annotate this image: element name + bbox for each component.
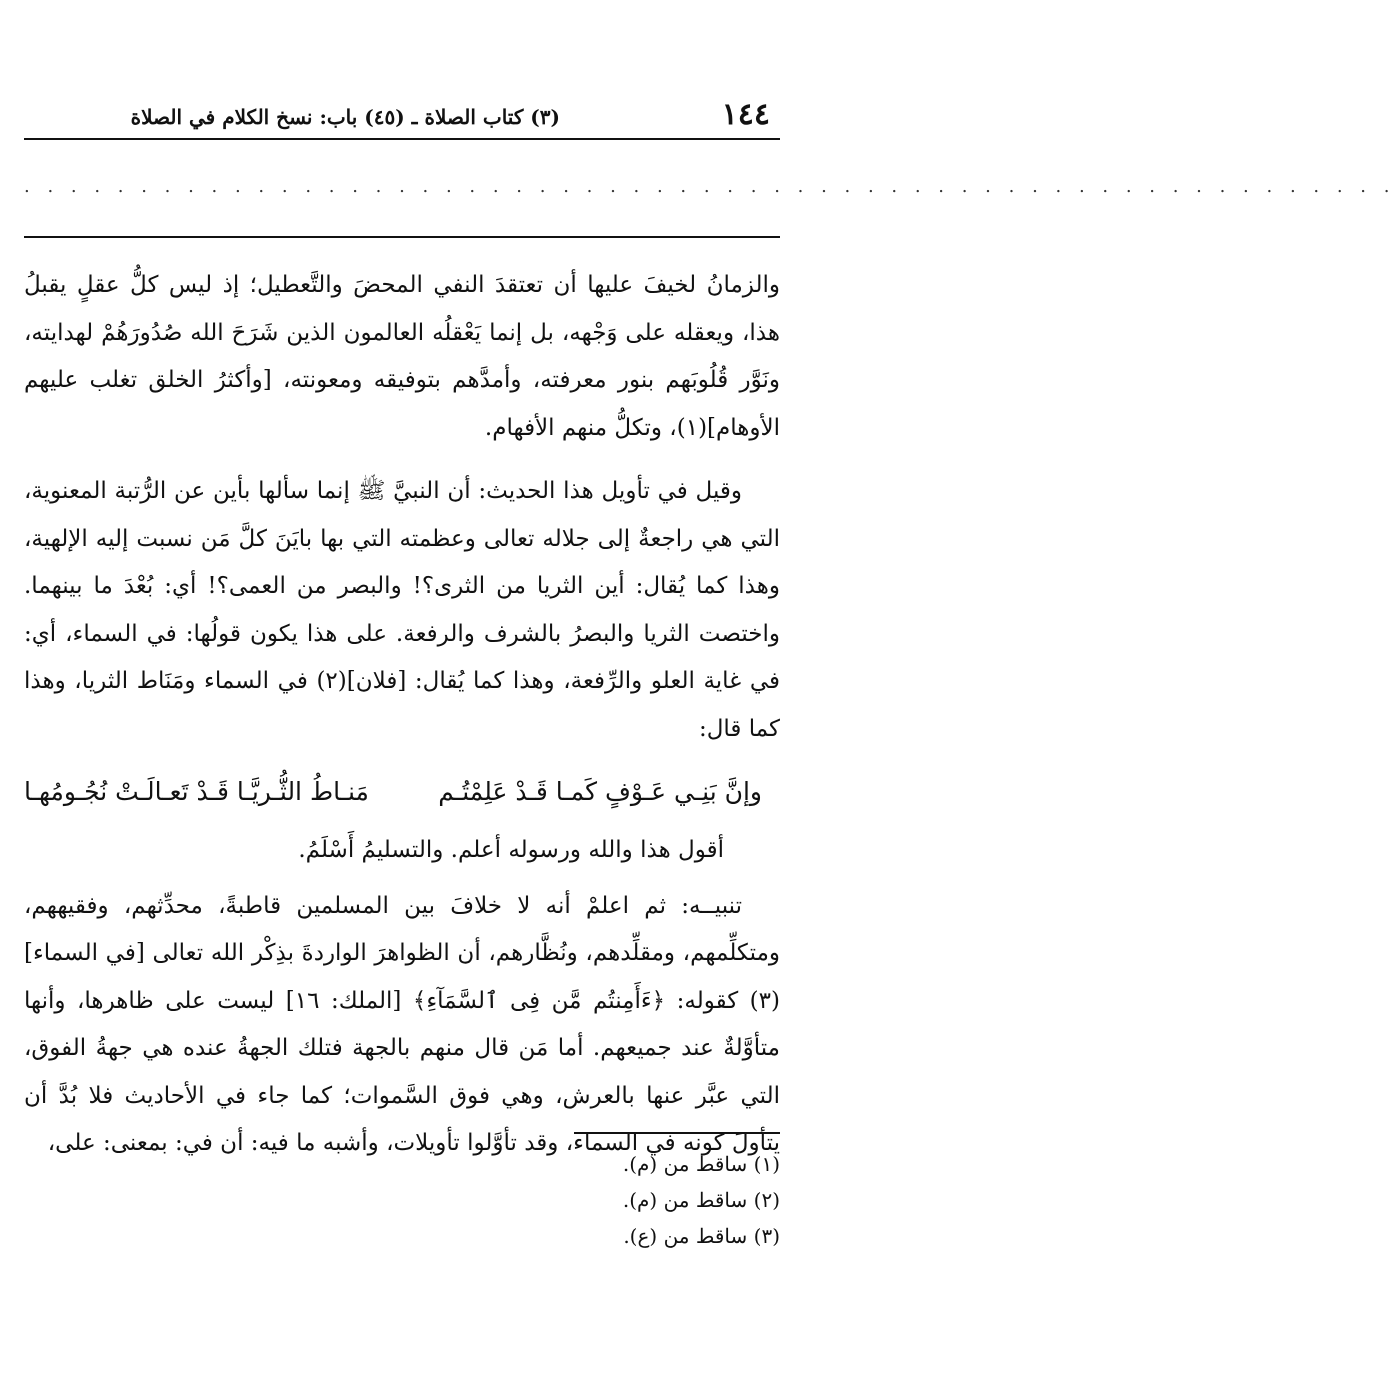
running-title: (٣) كتاب الصلاة ـ (٤٥) باب: نسخ الكلام في الصلاة <box>130 105 560 129</box>
paragraph: وقيل في تأويل هذا الحديث: أن النبيَّ ﷺ إنما سألها بأين عن الرُّتبة المعنوية، التي هي راجعةٌ إلى جلاله تعالى وعظمته التي بها بايَنَ كلَّ مَن نسبت إليه الإلهية، وهذا كما يُقال: أين الثريا من الثرى؟! والبصر من العمى؟! أي: بُعْدَ ما بينهما. واختصت الثريا والبصرُ بالشرف والرفعة. على هذا يكون قولُها: في السماء، أي: في غاية العلو والرِّفعة، وهذا كما يُقال: [فلان](٢) في السماء ومَنَاط الثريا، وهذا كما قال: <box>24 478 780 742</box>
poetry-verse <box>24 763 762 821</box>
verse-first-hemistich: وإنَّ بَنِـي عَـوْفٍ كَمـا قَـدْ عَلِمْتُـم <box>438 777 762 806</box>
closing-line: أقول هذا والله ورسوله أعلم. والتسليمُ أَسْلَمُ. <box>298 837 724 863</box>
page-number: ١٤٤ <box>721 97 770 132</box>
footnote: (٣) ساقط من (ع). <box>623 1224 780 1248</box>
paragraph: تنبيــه: ثم اعلمْ أنه لا خلافَ بين المسلمين قاطبةً، محدِّثهم، وفقيههم، ومتكلِّمهم، ومقلِّدهم، ونُظَّارهم، أن الظواهرَ الواردةَ بذِكْر الله تعالى [في السماء](٣) كقوله: ﴿ءَأَمِنتُم مَّن فِى ٱلسَّمَآءِ﴾ [الملك: ١٦] ليست على ظاهرها، وأنها متأوَّلةٌ عند جميعهم. أما مَن قال منهم بالجهة فتلك الجهةُ عنده هي جهةُ الفوق، التي عبَّر عنها بالعرش، وهي فوق السَّموات؛ كما جاء في الأحاديث فلا بُدَّ أن يتأولَ كونه في السماء، وقد تأوَّلوا تأويلات، وأشبه ما فيه: أن في: بمعنى: على، <box>24 892 781 1156</box>
main-text <box>24 262 780 1168</box>
page-header <box>24 90 780 140</box>
paragraph: والزمانُ لخيفَ عليها أن تعتقدَ النفي المحضَ والتَّعطيل؛ إذ ليس كلُّ عقلٍ يقبلُ هذا، ويعقله على وَجْهه، بل إنما يَعْقلُه العالمون الذين شَرَحَ الله صُدُورَهُمْ لهدايته، ونَوَّر قُلُوبَهم بنور معرفته، وأمدَّهم بتوفيقه ومعونته، [وأكثرُ الخلق تغلب عليهم الأوهام](١)، وتكلُّ منهم الأفهام. <box>24 272 780 441</box>
footnote-divider <box>574 1132 780 1134</box>
book-page <box>24 0 1395 1374</box>
verse-second-hemistich: مَنـاطُ الثُّـريَّـا قَـدْ تَعـالَـتْ نُجُـومُهـا <box>24 777 369 806</box>
footnotes <box>24 1146 780 1254</box>
header-divider <box>24 138 780 140</box>
footnote: (٢) ساقط من (م). <box>622 1188 780 1212</box>
section-divider <box>24 236 780 238</box>
ellipsis-dots: . . . . . . . . . . . . . . . . . . . . . . . . . . . . . . . . . . . . . . . . . . . . . . . . . . . . . . . . . . . <box>24 176 1395 197</box>
footnote: (١) ساقط من (م). <box>622 1152 780 1176</box>
